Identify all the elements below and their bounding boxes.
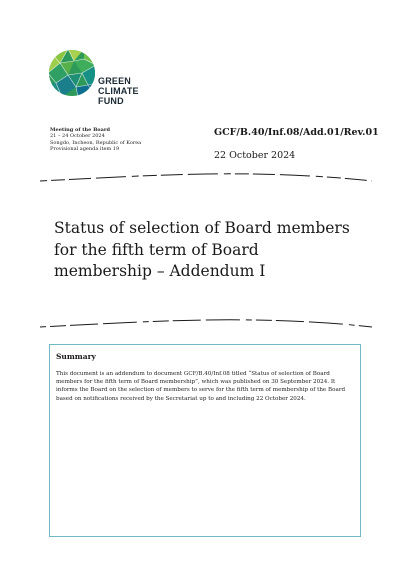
logo-line-3: FUND — [98, 96, 124, 106]
summary-heading: Summary — [56, 352, 96, 361]
summary-body: This document is an addendum to document GCF/B.40/Inf.08 titled “Status of selection of Board members for the fifth term of Board membership”, which was published on 30 September 2024. It informs the Board on the selection of members to serve for the fifth term of membership of the Board based on notifications received by the Secretariat up to and including 22 October 2024. — [56, 371, 346, 402]
meeting-agenda-item: Provisional agenda item 19 — [50, 145, 120, 152]
meeting-dates: 21 – 24 October 2024 — [50, 133, 105, 140]
document-reference: GCF/B.40/Inf.08/Add.01/Rev.01 — [214, 127, 379, 138]
logo-line-2: CLIMATE — [98, 86, 139, 96]
summary-box — [49, 344, 361, 537]
document-date: 22 October 2024 — [214, 150, 296, 161]
title-line-2: for the fifth term of Board — [54, 240, 259, 259]
meeting-location: Songdo, Incheon, Republic of Korea — [50, 139, 142, 146]
bottom-divider — [38, 316, 374, 330]
green-climate-fund-globe-icon — [48, 49, 96, 97]
document-title — [54, 218, 374, 283]
top-divider — [38, 172, 374, 186]
logo-line-1: GREEN — [98, 76, 132, 86]
title-line-3: membership – Addendum I — [54, 262, 266, 280]
title-line-1: Status of selection of Board members — [54, 219, 350, 237]
gcf-logo — [48, 49, 158, 109]
meeting-title: Meeting of the Board — [50, 127, 111, 133]
logo-wordmark — [98, 76, 139, 106]
meeting-info — [50, 127, 200, 152]
